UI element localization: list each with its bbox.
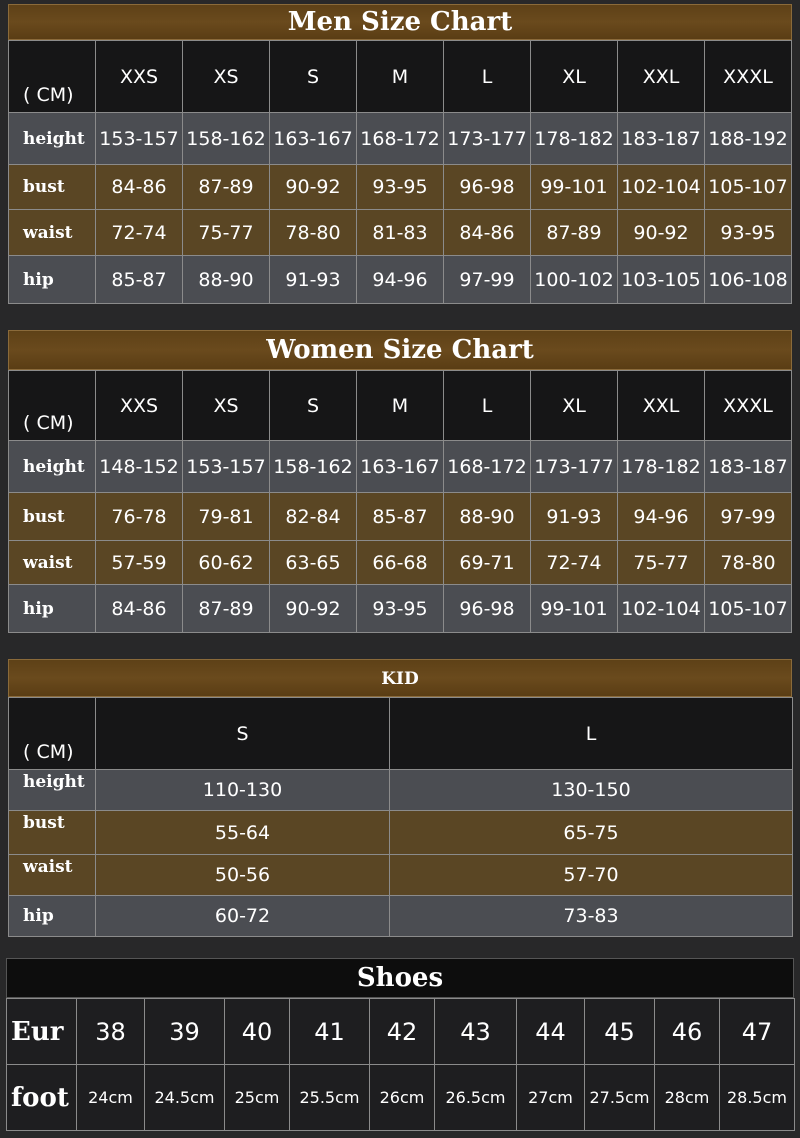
table-cell: 163-167 [270,113,357,165]
kid-header-row [9,698,793,770]
eur-size: 40 [225,999,290,1065]
size-header: XS [183,371,270,441]
men-header-row [9,41,792,113]
foot-length: 24.5cm [145,1065,225,1131]
table-cell: 91-93 [531,493,618,541]
table-cell: 96-98 [444,165,531,210]
row-label: bust [9,165,96,210]
size-header: XL [531,371,618,441]
table-cell: 96-98 [444,585,531,633]
women-chart-title: Women Size Chart [8,330,792,370]
row-label: hip [9,896,96,937]
table-cell: 69-71 [444,541,531,585]
table-cell: 105-107 [705,165,792,210]
table-cell: 168-172 [357,113,444,165]
table-cell: 72-74 [96,210,183,256]
table-cell: 84-86 [444,210,531,256]
kid-size-chart [8,659,792,937]
table-cell: 57-59 [96,541,183,585]
foot-length: 26cm [370,1065,435,1131]
table-row [9,770,793,811]
table-cell: 94-96 [618,493,705,541]
men-chart-title: Men Size Chart [8,4,792,40]
size-header: XXS [96,371,183,441]
table-cell: 173-177 [444,113,531,165]
table-cell: 97-99 [705,493,792,541]
table-cell: 72-74 [531,541,618,585]
table-cell: 63-65 [270,541,357,585]
table-cell: 94-96 [357,256,444,304]
eur-size: 41 [290,999,370,1065]
table-cell: 55-64 [96,811,390,855]
table-cell: 73-83 [390,896,793,937]
table-row [9,855,793,896]
table-cell: 158-162 [270,441,357,493]
table-cell: 60-72 [96,896,390,937]
men-size-table [8,40,792,304]
row-label: bust [9,811,96,855]
table-cell: 178-182 [531,113,618,165]
table-row [9,896,793,937]
size-header: XS [183,41,270,113]
table-cell: 93-95 [705,210,792,256]
table-cell: 158-162 [183,113,270,165]
table-row [9,541,792,585]
table-cell: 66-68 [357,541,444,585]
size-header: M [357,371,444,441]
table-cell: 102-104 [618,165,705,210]
table-row [9,165,792,210]
table-cell: 88-90 [444,493,531,541]
size-header: XL [531,41,618,113]
table-cell: 178-182 [618,441,705,493]
table-cell: 102-104 [618,585,705,633]
table-cell: 65-75 [390,811,793,855]
row-label: bust [9,493,96,541]
table-cell: 81-83 [357,210,444,256]
row-label: height [9,441,96,493]
kid-size-table [8,697,793,937]
size-header: XXS [96,41,183,113]
table-row [9,585,792,633]
women-size-chart [8,330,792,633]
eur-row [7,999,795,1065]
eur-size: 47 [720,999,795,1065]
eur-size: 46 [655,999,720,1065]
table-cell: 79-81 [183,493,270,541]
table-cell: 93-95 [357,585,444,633]
shoes-size-chart [6,958,794,1131]
eur-size: 42 [370,999,435,1065]
eur-size: 45 [585,999,655,1065]
kid-chart-title: KID [8,659,792,697]
size-header: S [270,41,357,113]
table-cell: 130-150 [390,770,793,811]
size-header: S [270,371,357,441]
row-label: hip [9,256,96,304]
eur-size: 44 [517,999,585,1065]
women-size-table [8,370,792,633]
table-cell: 75-77 [618,541,705,585]
table-cell: 183-187 [705,441,792,493]
table-cell: 87-89 [183,165,270,210]
table-cell: 106-108 [705,256,792,304]
row-label: height [9,770,96,811]
women-header-row [9,371,792,441]
table-cell: 78-80 [705,541,792,585]
table-cell: 99-101 [531,585,618,633]
row-label: waist [9,855,96,896]
unit-label: ( CM) [9,41,96,113]
table-cell: 153-157 [96,113,183,165]
table-cell: 88-90 [183,256,270,304]
unit-label: ( CM) [9,698,96,770]
size-header: XXXL [705,41,792,113]
foot-length: 28.5cm [720,1065,795,1131]
table-cell: 99-101 [531,165,618,210]
table-cell: 168-172 [444,441,531,493]
table-row [9,493,792,541]
table-cell: 75-77 [183,210,270,256]
table-cell: 93-95 [357,165,444,210]
table-cell: 76-78 [96,493,183,541]
table-cell: 90-92 [270,585,357,633]
table-row [9,210,792,256]
table-cell: 90-92 [270,165,357,210]
table-cell: 85-87 [96,256,183,304]
shoes-size-table [6,998,795,1131]
table-cell: 84-86 [96,165,183,210]
foot-length: 25cm [225,1065,290,1131]
table-cell: 60-62 [183,541,270,585]
size-header: XXL [618,371,705,441]
table-cell: 78-80 [270,210,357,256]
table-cell: 153-157 [183,441,270,493]
table-row [9,441,792,493]
table-cell: 50-56 [96,855,390,896]
foot-length: 27cm [517,1065,585,1131]
foot-label: foot [7,1065,77,1131]
table-cell: 85-87 [357,493,444,541]
table-cell: 105-107 [705,585,792,633]
table-cell: 90-92 [618,210,705,256]
table-cell: 97-99 [444,256,531,304]
foot-length: 27.5cm [585,1065,655,1131]
foot-length: 26.5cm [435,1065,517,1131]
size-header: L [444,41,531,113]
table-cell: 82-84 [270,493,357,541]
table-cell: 183-187 [618,113,705,165]
table-cell: 87-89 [183,585,270,633]
table-row [9,256,792,304]
eur-size: 39 [145,999,225,1065]
row-label: waist [9,541,96,585]
size-header: M [357,41,444,113]
unit-label: ( CM) [9,371,96,441]
table-cell: 100-102 [531,256,618,304]
table-cell: 87-89 [531,210,618,256]
table-cell: 57-70 [390,855,793,896]
table-cell: 110-130 [96,770,390,811]
size-header: L [444,371,531,441]
table-cell: 188-192 [705,113,792,165]
men-size-chart [8,4,792,304]
row-label: height [9,113,96,165]
foot-length: 24cm [77,1065,145,1131]
table-cell: 163-167 [357,441,444,493]
foot-length: 25.5cm [290,1065,370,1131]
row-label: hip [9,585,96,633]
size-header: XXXL [705,371,792,441]
table-cell: 148-152 [96,441,183,493]
table-cell: 91-93 [270,256,357,304]
eur-size: 43 [435,999,517,1065]
table-row [9,811,793,855]
table-cell: 103-105 [618,256,705,304]
table-cell: 173-177 [531,441,618,493]
foot-row [7,1065,795,1131]
size-header: S [96,698,390,770]
eur-label: Eur [7,999,77,1065]
table-row [9,113,792,165]
size-header: L [390,698,793,770]
row-label: waist [9,210,96,256]
shoes-chart-title: Shoes [6,958,794,998]
foot-length: 28cm [655,1065,720,1131]
table-cell: 84-86 [96,585,183,633]
eur-size: 38 [77,999,145,1065]
size-header: XXL [618,41,705,113]
